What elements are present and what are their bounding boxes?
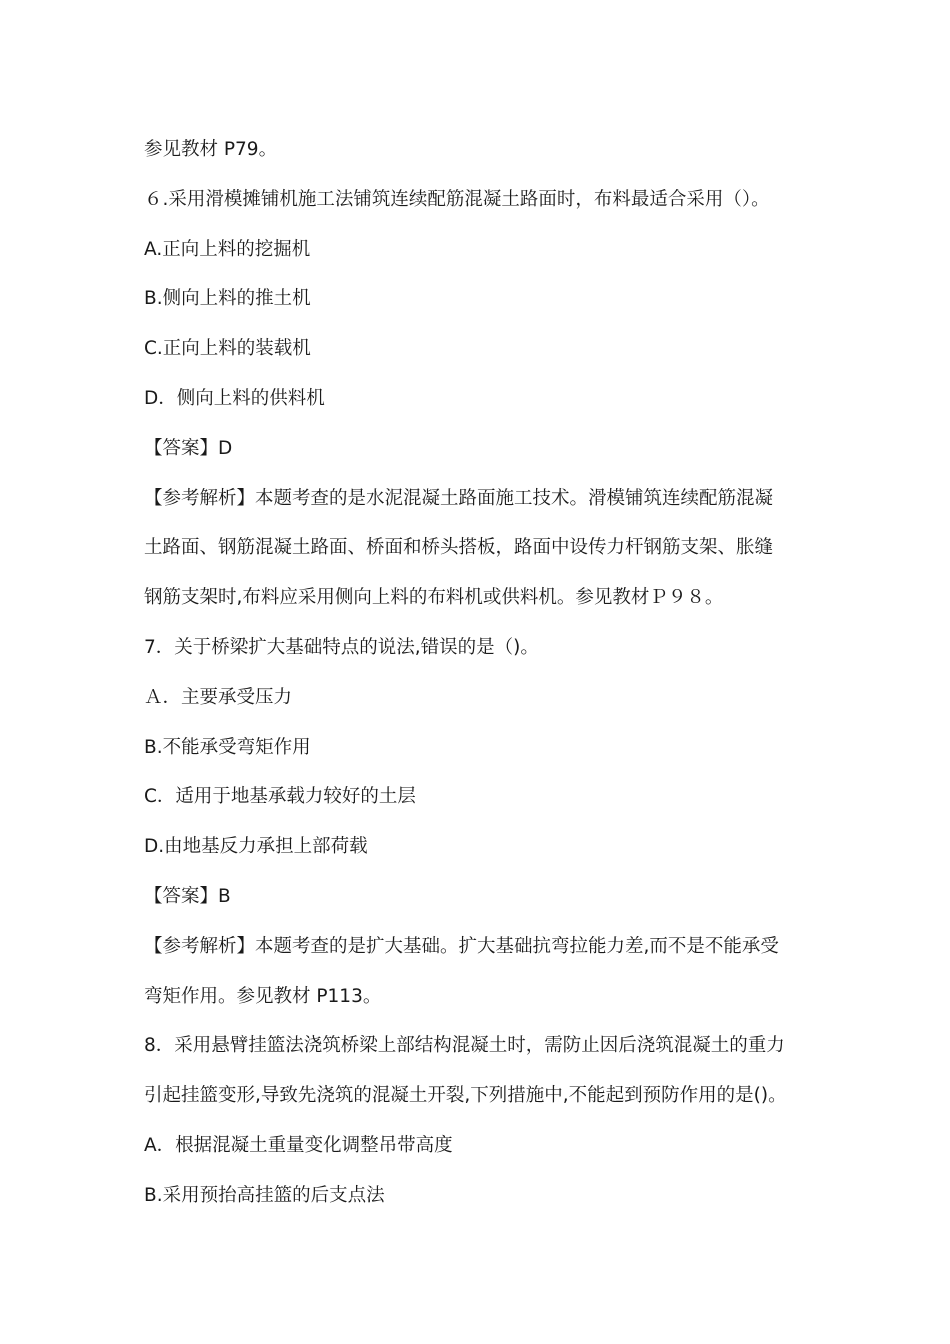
question-7-explanation-line-2: 弯矩作用。参见教材 P113。 <box>144 985 382 1007</box>
question-7-option-d: D.由地基反力承担上部荷载 <box>144 836 368 858</box>
question-6-explanation-line-3: 钢筋支架时,布料应采用侧向上料的布料机或供料机。参见教材Ｐ９８。 <box>144 587 724 609</box>
question-6-explanation-line-2: 土路面、钢筋混凝土路面、桥面和桥头搭板，路面中设传力杆钢筋支架、胀缝 <box>144 537 774 559</box>
question-6-stem: ６.采用滑模摊铺机施工法铺筑连续配筋混凝土路面时，布料最适合采用（）。 <box>144 188 770 210</box>
question-8-option-a: A．根据混凝土重量变化调整吊带高度 <box>144 1134 453 1156</box>
question-7-answer: 【答案】B <box>144 885 231 907</box>
question-6-option-c: C.正向上料的装载机 <box>144 338 311 360</box>
text-line-reference: 参见教材 P79。 <box>144 139 278 160</box>
document-body <box>144 131 824 1227</box>
question-7-option-b: B.不能承受弯矩作用 <box>144 736 311 758</box>
question-8-option-b: B.采用预抬高挂篮的后支点法 <box>144 1184 385 1206</box>
question-6-option-a: A.正向上料的挖掘机 <box>144 238 311 260</box>
question-6-option-d: D．侧向上料的供料机 <box>144 387 325 409</box>
question-8-stem-line-1: 8．采用悬臂挂篮法浇筑桥梁上部结构混凝土时，需防止因后浇筑混凝土的重力 <box>144 1035 785 1057</box>
question-7-stem: 7．关于桥梁扩大基础特点的说法,错误的是（)。 <box>144 636 539 658</box>
question-7-explanation-line-1: 【参考解析】本题考查的是扩大基础。扩大基础抗弯拉能力差,而不是不能承受 <box>144 935 779 957</box>
question-8-stem-line-2: 引起挂篮变形,导致先浇筑的混凝土开裂,下列措施中,不能起到预防作用的是()。 <box>144 1085 787 1107</box>
question-6-answer: 【答案】D <box>144 437 233 459</box>
question-7-option-c: C．适用于地基承载力较好的土层 <box>144 786 416 808</box>
question-6-explanation-line-1: 【参考解析】本题考查的是水泥混凝土路面施工技术。滑模铺筑连续配筋混凝 <box>144 487 774 509</box>
question-6-option-b: B.侧向上料的推土机 <box>144 288 311 310</box>
question-7-option-a: Ａ．主要承受压力 <box>144 686 293 708</box>
